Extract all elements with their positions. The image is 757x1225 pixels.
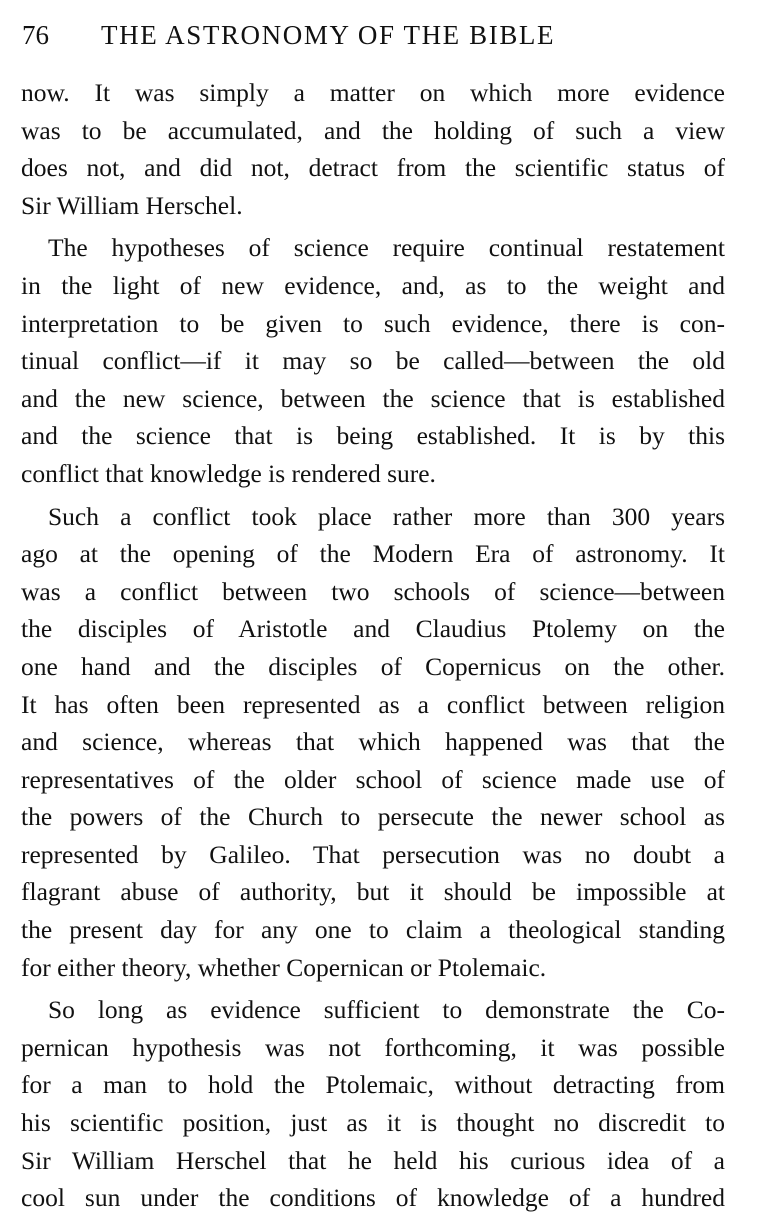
text-line: The hypotheses of science require continual restatement	[48, 233, 725, 263]
running-title: THE ASTRONOMY OF THE BIBLE	[101, 20, 556, 50]
text-line: It has often been represented as a conflict between religion	[21, 689, 725, 719]
text-line: Sir William Herschel.	[21, 190, 243, 220]
text-line: Sir William Herschel that he held his curious idea of a	[21, 1145, 725, 1175]
text-line: the powers of the Church to persecute the newer school as	[21, 802, 725, 832]
text-line: tinual conflict—if it may so be called—between the old	[21, 346, 725, 376]
text-line: So long as evidence sufficient to demonstrate the Co-	[48, 995, 725, 1025]
text-line: representatives of the older school of science made use of	[21, 764, 725, 794]
text-line: one hand and the disciples of Copernicus on the other.	[21, 651, 725, 681]
text-line: represented by Galileo. That persecution was no doubt a	[21, 839, 725, 869]
paragraph-3	[21, 498, 725, 987]
text-line: pernican hypothesis was not forthcoming, it was possible	[21, 1032, 725, 1062]
text-line: for a man to hold the Ptolemaic, without detracting from	[21, 1070, 725, 1100]
text-line: flagrant abuse of authority, but it should be impossible at	[21, 877, 725, 907]
text-line: was a conflict between two schools of science—between	[21, 576, 725, 606]
text-line: interpretation to be given to such evidence, there is con-	[21, 308, 725, 338]
paragraph-4	[21, 991, 725, 1217]
text-line: conflict that knowledge is rendered sure.	[21, 458, 436, 488]
text-line: Such a conflict took place rather more than 300 years	[48, 501, 725, 531]
text-line: and science, whereas that which happened was that the	[21, 727, 725, 757]
text-line: now. It was simply a matter on which more evidence	[21, 78, 725, 107]
paragraph-1	[21, 74, 725, 224]
text-line: and the new science, between the science that is established	[21, 383, 725, 413]
text-line: his scientific position, just as it is thought no discredit to	[21, 1108, 725, 1138]
text-line: cool sun under the conditions of knowledge of a hundred	[21, 1183, 725, 1213]
text-line: and the science that is being established. It is by this	[21, 421, 725, 451]
text-line: was to be accumulated, and the holding of such a view	[21, 115, 725, 145]
text-line: for either theory, whether Copernican or Ptolemaic.	[21, 952, 547, 982]
paragraph-2	[21, 229, 725, 492]
text-line: the present day for any one to claim a theological standing	[21, 915, 725, 945]
text-line: in the light of new evidence, and, as to the weight and	[21, 270, 725, 300]
text-line: does not, and did not, detract from the scientific status of	[21, 153, 725, 183]
text-line: ago at the opening of the Modern Era of astronomy. It	[21, 539, 725, 569]
page-header	[22, 18, 732, 54]
page-number: 76	[22, 20, 49, 50]
text-line: the disciples of Aristotle and Claudius Ptolemy on the	[21, 614, 725, 644]
body-text	[21, 74, 725, 1217]
